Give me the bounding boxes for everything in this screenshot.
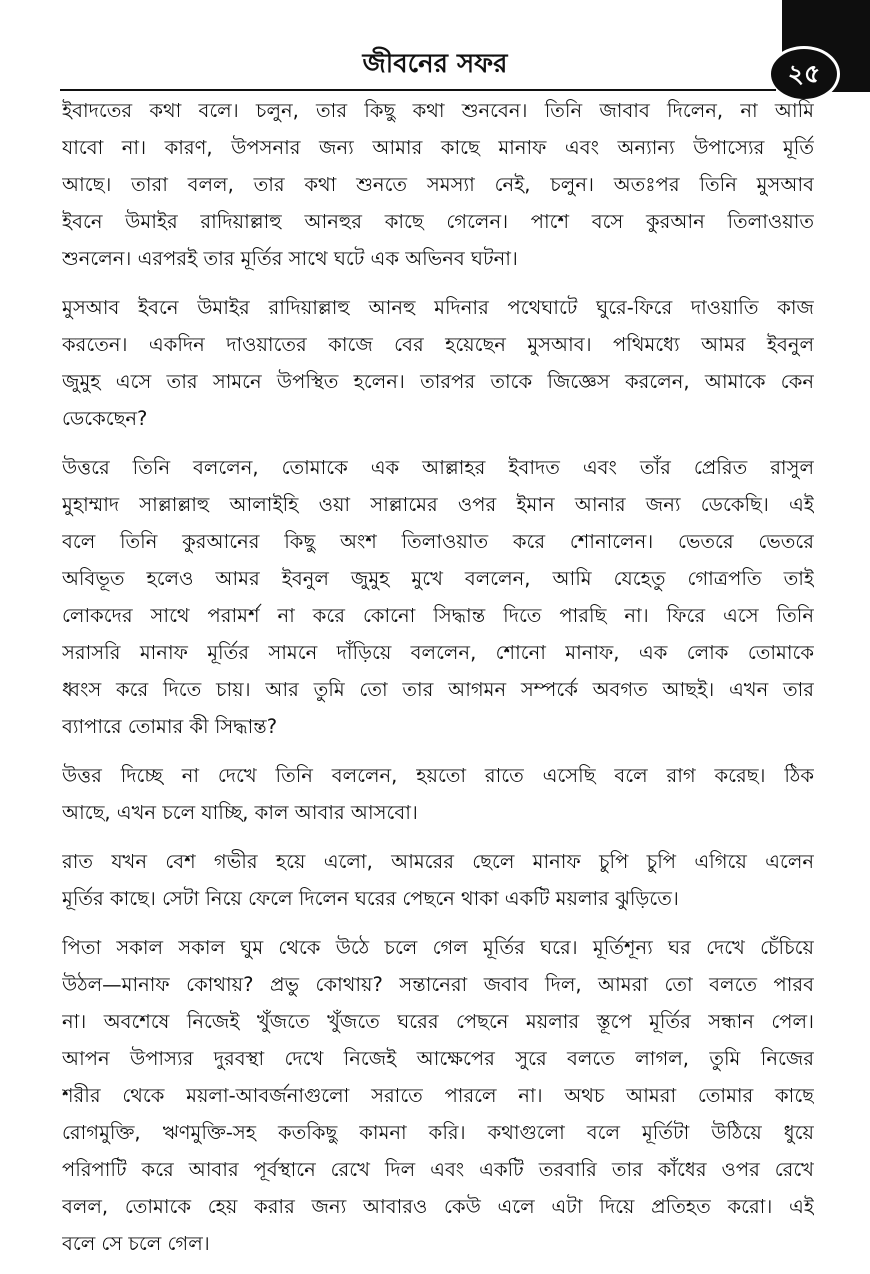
- text-line: লোকদের সাথে পরামর্শ না করে কোনো সিদ্ধান্ত দিতে পারছি না। ফিরে এসে তিনি: [62, 604, 814, 627]
- text-line: বলে তিনি কুরআনের কিছু অংশ তিলাওয়াত করে শোনালেন। ভেতরে ভেতরে: [62, 530, 814, 553]
- text-line: আছে। তারা বলল, তার কথা শুনতে সমস্যা নেই, চলুন। অতঃপর তিনি মুসআব: [62, 173, 814, 196]
- text-line: শরীর থেকে ময়লা-আবর্জনাগুলো সরাতে পারলে না। অথচ আমরা তোমার কাছে: [62, 1084, 814, 1107]
- text-line: বলল, তোমাকে হেয় করার জন্য আবারও কেউ এলে এটা দিয়ে প্রতিহত করো। এই: [62, 1195, 814, 1218]
- text-line: ধ্বংস করে দিতে চায়। আর তুমি তো তার আগমন সম্পর্কে অবগত আছই। এখন তার: [62, 678, 814, 701]
- text-line: মুসআব ইবনে উমাইর রাদিয়াল্লাহু আনহু মদিনার পথেঘাটে ঘুরে-ফিরে দাওয়াতি কাজ: [62, 296, 814, 319]
- text-line: রোগমুক্তি, ঋণমুক্তি-সহ কতকিছু কামনা করি। কথাগুলো বলে মূর্তিটা উঠিয়ে ধুয়ে: [62, 1121, 814, 1144]
- text-line: সরাসরি মানাফ মূর্তির সামনে দাঁড়িয়ে বললেন, শোনো মানাফ, এক লোক তোমাকে: [62, 641, 814, 664]
- text-line: ইবনে উমাইর রাদিয়াল্লাহু আনহুর কাছে গেলেন। পাশে বসে কুরআন তিলাওয়াত: [62, 210, 814, 233]
- body-text: [62, 92, 814, 1274]
- text-line: শুনলেন। এরপরই তার মূর্তির সাথে ঘটে এক অভিনব ঘটনা।: [62, 247, 518, 270]
- paragraph: [62, 449, 814, 745]
- text-line: অবিভূত হলেও আমর ইবনুল জুমুহ মুখে বললেন, আমি যেহেতু গোত্রপতি তাই: [62, 567, 814, 590]
- header-divider: [60, 89, 776, 91]
- paragraph: [62, 92, 814, 277]
- text-line: মূর্তির কাছে। সেটা নিয়ে ফেলে দিলেন ঘরের পেছনে থাকা একটি ময়লার ঝুড়িতে।: [62, 887, 679, 910]
- paragraph: [62, 929, 814, 1262]
- text-line: উত্তর দিচ্ছে না দেখে তিনি বললেন, হয়তো রাতে এসেছি বলে রাগ করেছ। ঠিক: [62, 764, 814, 787]
- text-line: ডেকেছেন?: [62, 407, 148, 430]
- text-line: মুহাম্মাদ সাল্লাল্লাহু আলাইহি ওয়া সাল্লামের ওপর ইমান আনার জন্য ডেকেছি। এই: [62, 493, 814, 516]
- page-number: ২৫: [768, 46, 840, 102]
- text-line: আছে, এখন চলে যাচ্ছি, কাল আবার আসবো।: [62, 801, 418, 824]
- text-line: রাত যখন বেশ গভীর হয়ে এলো, আমরের ছেলে মানাফ চুপি চুপি এগিয়ে এলেন: [62, 850, 814, 873]
- text-line: ব্যাপারে তোমার কী সিদ্ধান্ত?: [62, 715, 278, 738]
- text-line: পরিপাটি করে আবার পূর্বস্থানে রেখে দিল এবং একটি তরবারি তার কাঁধের ওপর রেখে: [62, 1158, 814, 1181]
- paragraph: [62, 289, 814, 437]
- text-line: আপন উপাস্যর দুরবস্থা দেখে নিজেই আক্ষেপের সুরে বলতে লাগল, তুমি নিজের: [62, 1047, 814, 1070]
- text-line: উত্তরে তিনি বললেন, তোমাকে এক আল্লাহর ইবাদত এবং তাঁর প্রেরিত রাসুল: [62, 456, 814, 479]
- running-title: জীবনের সফর: [362, 49, 508, 79]
- text-line: যাবো না। কারণ, উপসনার জন্য আমার কাছে মানাফ এবং অন্যান্য উপাস্যের মূর্তি: [62, 136, 814, 159]
- text-line: বলে সে চলে গেল।: [62, 1232, 210, 1255]
- text-line: না। অবশেষে নিজেই খুঁজতে খুঁজতে ঘরের পেছনে ময়লার স্তূপে মূর্তির সন্ধান পেল।: [62, 1010, 814, 1033]
- paragraph: [62, 843, 814, 917]
- text-line: পিতা সকাল সকাল ঘুম থেকে উঠে চলে গেল মূর্তির ঘরে। মূর্তিশূন্য ঘর দেখে চেঁচিয়ে: [62, 936, 814, 959]
- paragraph: [62, 757, 814, 831]
- text-line: ইবাদতের কথা বলে। চলুন, তার কিছু কথা শুনবেন। তিনি জাবাব দিলেন, না আমি: [62, 99, 814, 122]
- text-line: করতেন। একদিন দাওয়াতের কাজে বের হয়েছেন মুসআব। পথিমধ্যে আমর ইবনুল: [62, 333, 814, 356]
- text-line: উঠল—মানাফ কোথায়? প্রভু কোথায়? সন্তানেরা জবাব দিল, আমরা তো বলতে পারব: [62, 973, 814, 996]
- text-line: জুমুহ এসে তার সামনে উপস্থিত হলেন। তারপর তাকে জিজ্ঞেস করলেন, আমাকে কেন: [62, 370, 814, 393]
